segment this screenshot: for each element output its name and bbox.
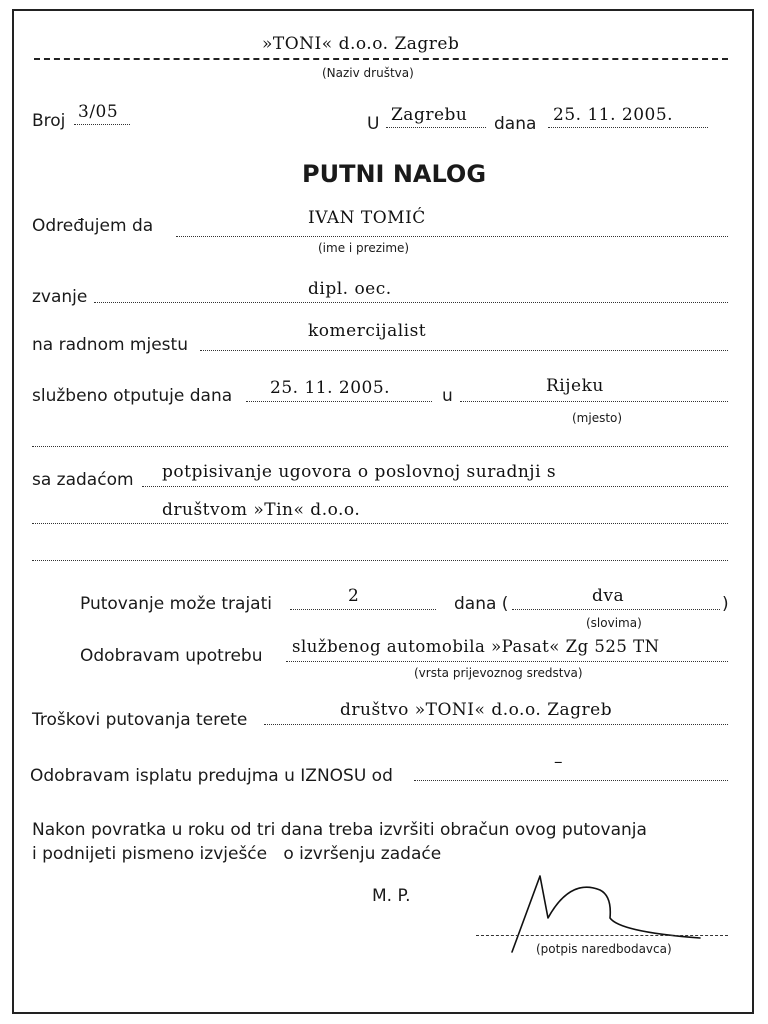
dana-words-value: dva — [592, 586, 625, 606]
radno-mjesto-label: na radnom mjestu — [32, 335, 188, 355]
dana-words-line — [512, 609, 720, 610]
trajati-value: 2 — [348, 586, 360, 606]
dana-open-label: dana ( — [454, 594, 509, 614]
zadacom-line1-dots — [142, 486, 728, 487]
trajati-label: Putovanje može trajati — [80, 594, 272, 614]
otputuje-place-line — [460, 401, 728, 402]
note-line-1: Nakon povratka u roku od tri dana treba izvršiti obračun ovog putovanja — [32, 820, 647, 840]
sredstvo-caption: (vrsta prijevoznog sredstva) — [414, 666, 583, 680]
u-value: Zagrebu — [391, 105, 468, 125]
broj-line — [74, 124, 130, 125]
company-line — [34, 58, 728, 60]
dana-value: 25. 11. 2005. — [553, 105, 674, 125]
zvanje-label: zvanje — [32, 287, 88, 307]
isplata-line — [414, 780, 728, 781]
empty-line-2 — [32, 560, 728, 561]
radno-mjesto-value: komercijalist — [308, 321, 427, 341]
trajati-line — [290, 609, 436, 610]
page-title: PUTNI NALOG — [302, 160, 487, 188]
zadacom-label: sa zadaćom — [32, 470, 134, 490]
odredujem-line — [176, 236, 728, 237]
upotrebu-value: službenog automobila »Pasat« Zg 525 TN — [292, 637, 660, 656]
slovima-caption: (slovima) — [586, 616, 642, 630]
troskovi-line — [264, 724, 728, 725]
dana-label: dana — [494, 114, 537, 134]
broj-value: 3/05 — [78, 102, 119, 122]
u-label: U — [367, 114, 380, 134]
upotrebu-line — [286, 661, 728, 662]
dana-close: ) — [722, 594, 729, 614]
isplata-label: Odobravam isplatu predujma u IZNOSU od — [30, 766, 393, 786]
empty-line-1 — [32, 446, 728, 447]
radno-mjesto-line — [200, 350, 728, 351]
otputuje-date-line — [246, 401, 432, 402]
otputuje-date: 25. 11. 2005. — [270, 378, 391, 398]
zadacom-line1: potpisivanje ugovora o poslovnoj suradnji s — [162, 462, 557, 482]
upotrebu-label: Odobravam upotrebu — [80, 646, 263, 666]
odredujem-label: Određujem da — [32, 216, 154, 236]
company-name: »TONI« d.o.o. Zagreb — [262, 34, 460, 54]
zvanje-line — [94, 302, 728, 303]
otputuje-place: Rijeku — [546, 376, 604, 396]
troskovi-label: Troškovi putovanja terete — [32, 710, 248, 730]
dana-line — [548, 127, 708, 128]
signature-caption: (potpis naredbodavca) — [536, 942, 672, 956]
mjesto-caption: (mjesto) — [572, 411, 623, 425]
zadacom-line2-dots — [32, 523, 728, 524]
mp-label: M. P. — [372, 886, 411, 906]
zvanje-value: dipl. oec. — [308, 279, 392, 299]
otputuje-u-label: u — [442, 386, 453, 406]
u-line — [386, 127, 486, 128]
isplata-value: – — [554, 752, 563, 772]
odredujem-value: IVAN TOMIĆ — [308, 208, 426, 228]
troskovi-value: društvo »TONI« d.o.o. Zagreb — [340, 700, 613, 720]
note-line-2: i podnijeti pismeno izvješće o izvršenju zadaće — [32, 844, 442, 864]
otputuje-label: službeno otputuje dana — [32, 386, 233, 406]
zadacom-line2: društvom »Tin« d.o.o. — [162, 500, 361, 520]
odredujem-caption: (ime i prezime) — [318, 241, 410, 255]
broj-label: Broj — [32, 111, 66, 131]
signature-line — [476, 935, 728, 936]
company-caption: (Naziv društva) — [322, 66, 414, 80]
